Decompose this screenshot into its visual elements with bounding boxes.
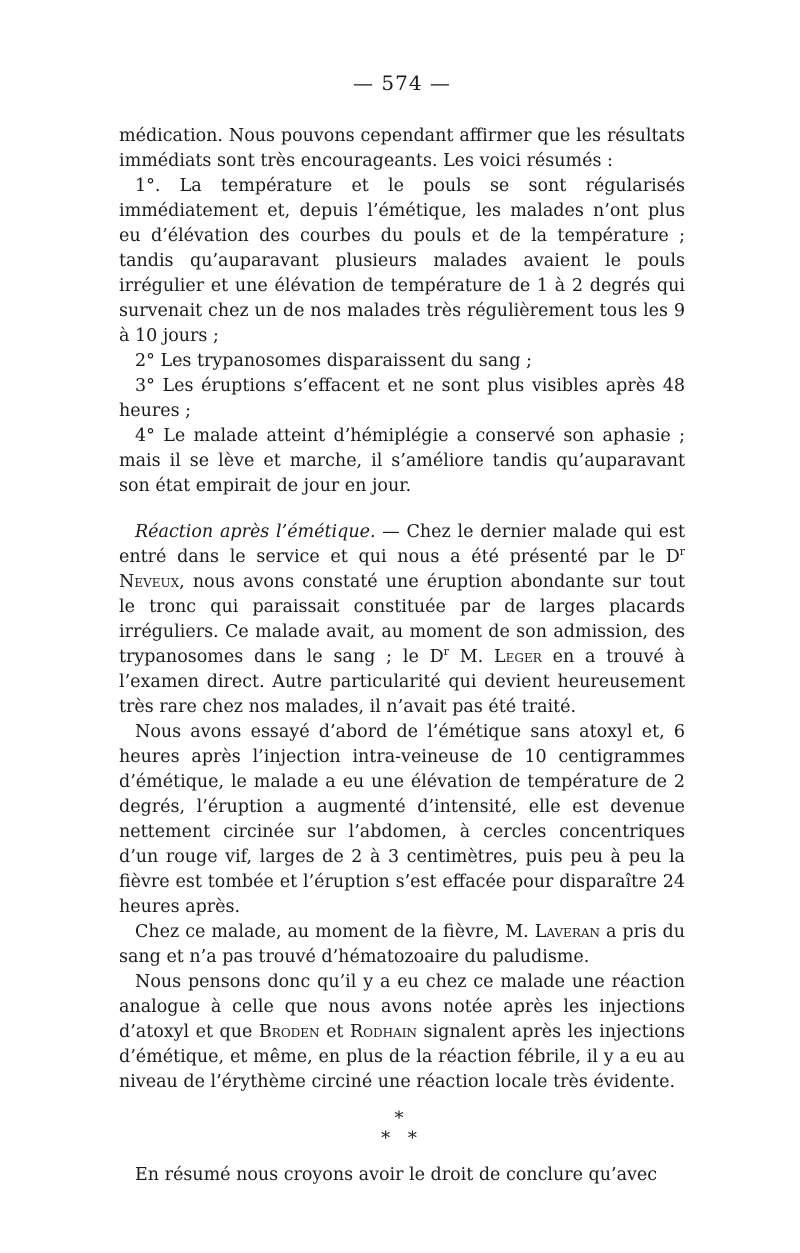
body-text [119,124,685,1188]
paragraph-result-2: 2° Les trypanosomes disparaissent du sang ; [135,351,533,371]
paragraph-emetique: Nous avons essayé d’abord de l’émétique sans atoxyl et, 6 heures après l’injection intra-veineuse de 10 centigrammes d’émétique, le malade a eu une élévation de température de 2 degrés, l’éruption a augmenté d’intensité, elle est devenue nettement circinée sur l’abdomen, à cercles concentriques d’un rouge vif, larges de 2 à 3 centimètres, puis peu à peu la fièvre est tombée et l’éruption s’est effacée pour disparaître 24 heures après. [119,722,685,917]
paragraph-result-1: 1°. La température et le pouls se sont régularisés immédiatement et, depuis l’émétique, les malades n’ont plus eu d’élévation des courbes du pouls et de la température ; tandis qu’auparavant plusieurs malades avaient le pouls irrégulier et une élévation de température de 1 à 2 degrés qui survenait chez un de nos malades très régulièrement tous les 9 à 10 jours ; [119,176,685,346]
paragraph-result-3: 3° Les éruptions s’effacent et ne sont plus visibles après 48 heures ; [119,376,685,421]
author-name: Neveux [119,572,180,592]
paragraph-reaction: Réaction après l’émétique. — Chez le dernier malade qui est entré dans le service et qui nous a été présenté par le $D^r$ Neveux, nous avons constaté une éruption abondante sur tout le tronc qui paraissait constituée par de larges placards irréguliers. Ce malade avait, au moment de son admission, des trypanosomes dans le sang ; le $D^r$ M. Leger en a trouvé à l’examen direct. Autre particularité qui devient heureusement très rare chez nos malades, il n’avait pas été traité. [119,522,686,717]
paragraph-analogy: Nous pensons donc qu’il y a eu chez ce malade une réaction analogue à celle que nous avons notée après les injections d’atoxyl et que Broden et Rodhain signalent après les injections d’émétique, et même, en plus de la réaction fébrile, il y a eu au niveau de l’érythème circiné une réaction locale très évidente. [119,972,686,1092]
author-name: Laveran [534,922,601,942]
author-name: Rodhain [350,1022,418,1042]
author-name: Leger [494,647,542,667]
asterisk-bottom: * * [381,1128,423,1149]
book-page [119,70,685,1188]
paragraph-conclusion: En résumé nous croyons avoir le droit de conclure qu’avec [135,1165,658,1185]
section-separator [119,1109,685,1149]
asterisk-top: * [394,1108,410,1129]
paragraph-fever: Chez ce malade, au moment de la fièvre, M. Laveran a pris du sang et n’a pas trouvé d’hématozoaire du paludisme. [119,922,686,967]
paragraph-continuation: médication. Nous pouvons cependant affirmer que les résultats immédiats sont très encourageants. Les voici résumés : [119,126,685,171]
section-heading: Réaction après l’émétique. [135,522,376,542]
page-number: — 574 — [353,71,451,95]
author-name: Broden [258,1022,320,1042]
paragraph-result-4: 4° Le malade atteint d’hémiplégie a conservé son aphasie ; mais il se lève et marche, il s’améliore tandis qu’auparavant son état empirait de jour en jour. [119,426,685,496]
